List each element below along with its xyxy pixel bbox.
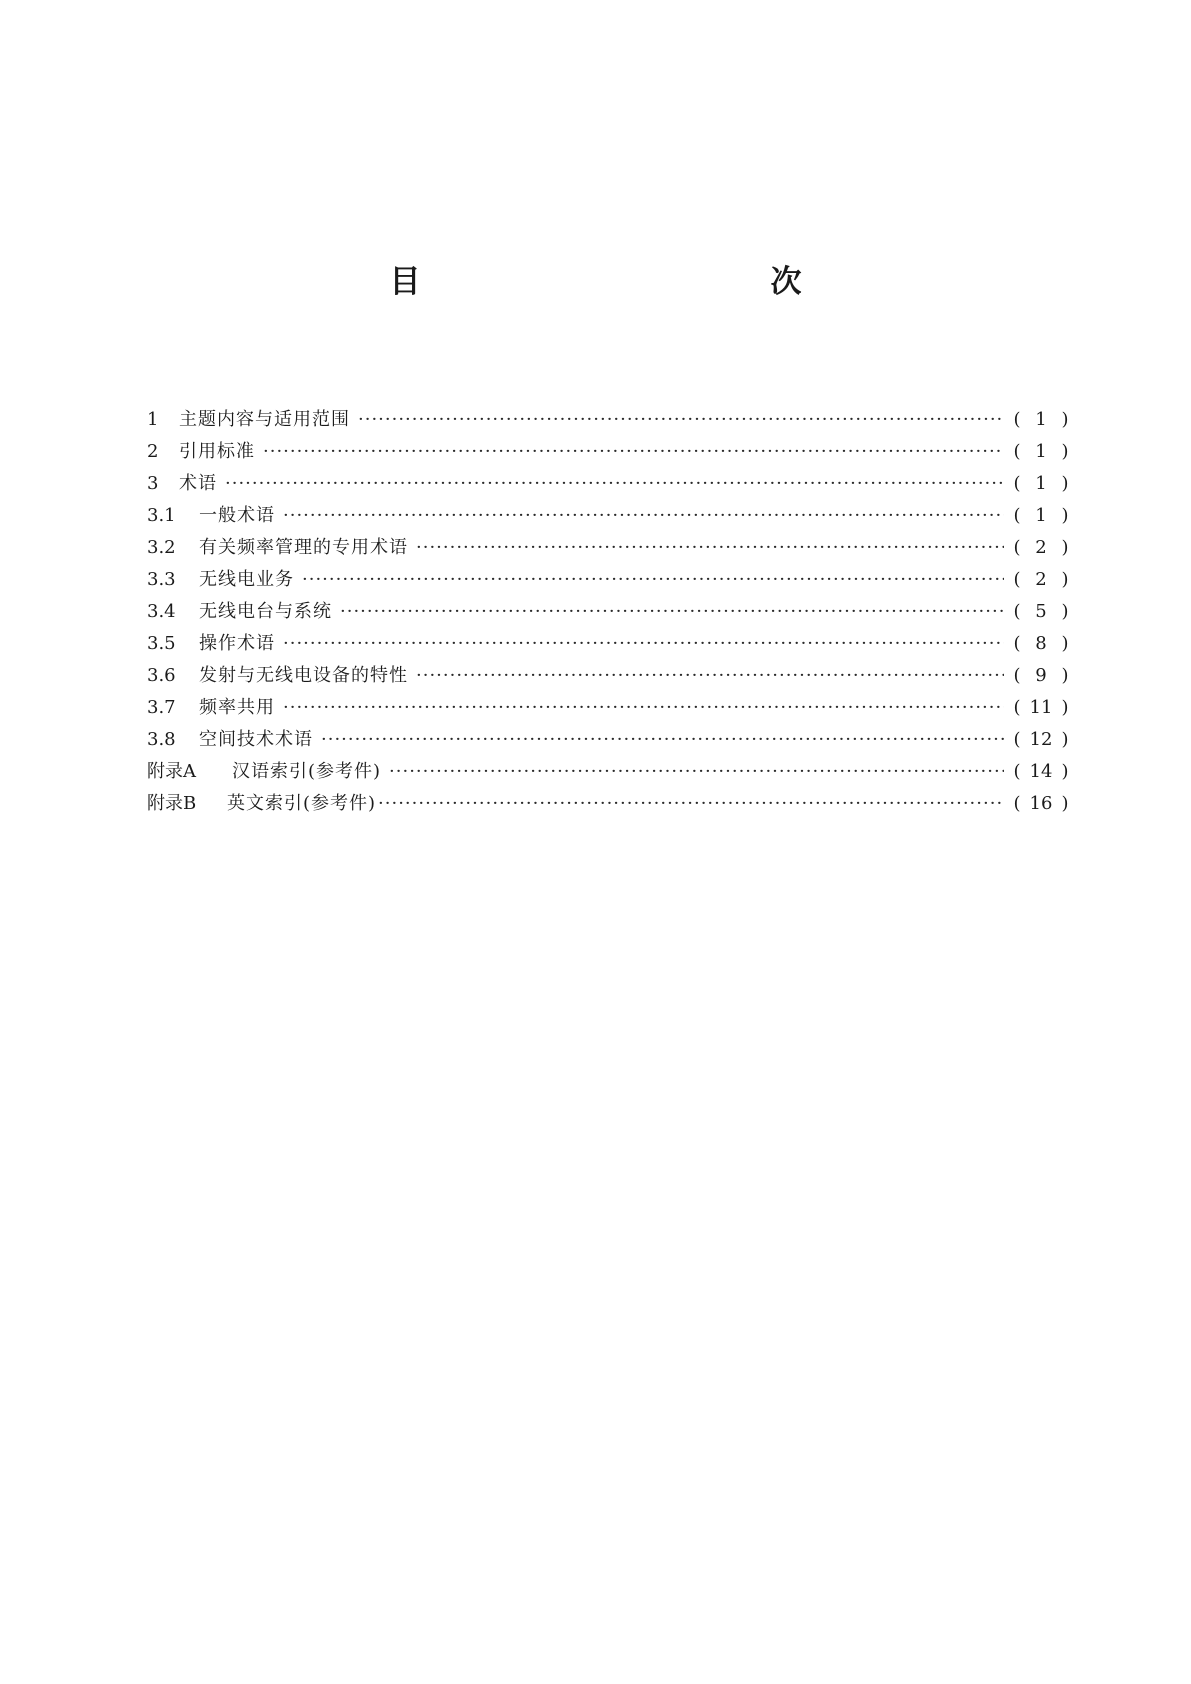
toc-number: 3.2 bbox=[147, 537, 176, 558]
toc-page-ref: ( 1 ) bbox=[1010, 404, 1072, 436]
toc-page-ref: ( 12 ) bbox=[1010, 724, 1072, 756]
toc-title: 空间技术术语 bbox=[199, 729, 313, 750]
toc-page-number: 12 bbox=[1029, 729, 1053, 750]
toc-page-number: 1 bbox=[1035, 409, 1047, 430]
toc-page-number: 8 bbox=[1035, 633, 1047, 654]
toc-page-ref: ( 2 ) bbox=[1010, 532, 1072, 564]
toc-page-number: 16 bbox=[1029, 793, 1053, 814]
toc-title: 术语 bbox=[179, 473, 217, 494]
toc-number: 3.4 bbox=[147, 601, 176, 622]
toc-entry-3-2[interactable] bbox=[147, 532, 1072, 564]
toc-entry-3-3[interactable] bbox=[147, 564, 1072, 596]
toc-page-ref: ( 9 ) bbox=[1010, 660, 1072, 692]
page-title: 目 次 bbox=[389, 264, 898, 300]
toc-page-number: 2 bbox=[1035, 569, 1047, 590]
toc-title: 有关频率管理的专用术语 bbox=[199, 537, 408, 558]
toc-leader-dots bbox=[263, 436, 1004, 468]
toc-entry-appendix-b[interactable] bbox=[147, 788, 1072, 820]
toc-leader-dots bbox=[321, 724, 1004, 756]
toc-entry-1[interactable] bbox=[147, 404, 1072, 436]
toc-title: 引用标准 bbox=[179, 441, 255, 462]
toc-number: 3.8 bbox=[147, 729, 176, 750]
toc-page-ref: ( 1 ) bbox=[1010, 468, 1072, 500]
toc-leader-dots bbox=[416, 660, 1004, 692]
toc-number: 3 bbox=[147, 473, 159, 494]
toc-title: 英文索引(参考件) bbox=[227, 793, 377, 814]
toc-entry-3[interactable] bbox=[147, 468, 1072, 500]
toc-number: 3.6 bbox=[147, 665, 176, 686]
toc-leader-dots bbox=[358, 404, 1004, 436]
toc-page-number: 14 bbox=[1029, 761, 1053, 782]
toc-number: 2 bbox=[147, 441, 159, 462]
toc-number: 1 bbox=[147, 409, 159, 430]
toc-number: 附录A bbox=[147, 761, 196, 782]
toc-page-ref: ( 14 ) bbox=[1010, 756, 1072, 788]
toc-page-ref: ( 2 ) bbox=[1010, 564, 1072, 596]
toc-entry-3-4[interactable] bbox=[147, 596, 1072, 628]
toc-title: 频率共用 bbox=[199, 697, 275, 718]
toc-leader-dots bbox=[225, 468, 1004, 500]
toc-title: 汉语索引(参考件) bbox=[232, 761, 382, 782]
toc-number: 3.1 bbox=[147, 505, 176, 526]
toc-page-number: 9 bbox=[1035, 665, 1047, 686]
toc-entry-3-1[interactable] bbox=[147, 500, 1072, 532]
toc-page-number: 11 bbox=[1029, 697, 1053, 718]
toc-title: 主题内容与适用范围 bbox=[179, 409, 350, 430]
toc-leader-dots bbox=[389, 756, 1004, 788]
toc-page-number: 2 bbox=[1035, 537, 1047, 558]
toc-leader-dots bbox=[283, 500, 1004, 532]
toc-leader-dots bbox=[283, 692, 1004, 724]
toc-leader-dots bbox=[416, 532, 1004, 564]
toc-page-number: 1 bbox=[1035, 505, 1047, 526]
toc-page-ref: ( 5 ) bbox=[1010, 596, 1072, 628]
toc-entry-3-5[interactable] bbox=[147, 628, 1072, 660]
toc-title: 无线电业务 bbox=[199, 569, 294, 590]
table-of-contents bbox=[147, 404, 1072, 820]
toc-page-ref: ( 11 ) bbox=[1010, 692, 1072, 724]
toc-number: 3.3 bbox=[147, 569, 176, 590]
toc-page-ref: ( 8 ) bbox=[1010, 628, 1072, 660]
toc-title: 发射与无线电设备的特性 bbox=[199, 665, 408, 686]
toc-entry-3-7[interactable] bbox=[147, 692, 1072, 724]
toc-number: 3.5 bbox=[147, 633, 176, 654]
toc-entry-appendix-a[interactable] bbox=[147, 756, 1072, 788]
toc-page-number: 5 bbox=[1035, 601, 1047, 622]
toc-entry-3-8[interactable] bbox=[147, 724, 1072, 756]
toc-leader-dots bbox=[283, 628, 1004, 660]
toc-page-ref: ( 16 ) bbox=[1010, 788, 1072, 820]
toc-leader-dots bbox=[378, 788, 1004, 820]
toc-title: 无线电台与系统 bbox=[199, 601, 332, 622]
toc-number: 附录B bbox=[147, 793, 197, 814]
toc-title: 操作术语 bbox=[199, 633, 275, 654]
toc-page-ref: ( 1 ) bbox=[1010, 436, 1072, 468]
toc-page-number: 1 bbox=[1035, 473, 1047, 494]
toc-entry-2[interactable] bbox=[147, 436, 1072, 468]
toc-leader-dots bbox=[302, 564, 1004, 596]
toc-page-number: 1 bbox=[1035, 441, 1047, 462]
toc-leader-dots bbox=[340, 596, 1004, 628]
toc-entry-3-6[interactable] bbox=[147, 660, 1072, 692]
toc-number: 3.7 bbox=[147, 697, 176, 718]
toc-title: 一般术语 bbox=[199, 505, 275, 526]
toc-page-ref: ( 1 ) bbox=[1010, 500, 1072, 532]
